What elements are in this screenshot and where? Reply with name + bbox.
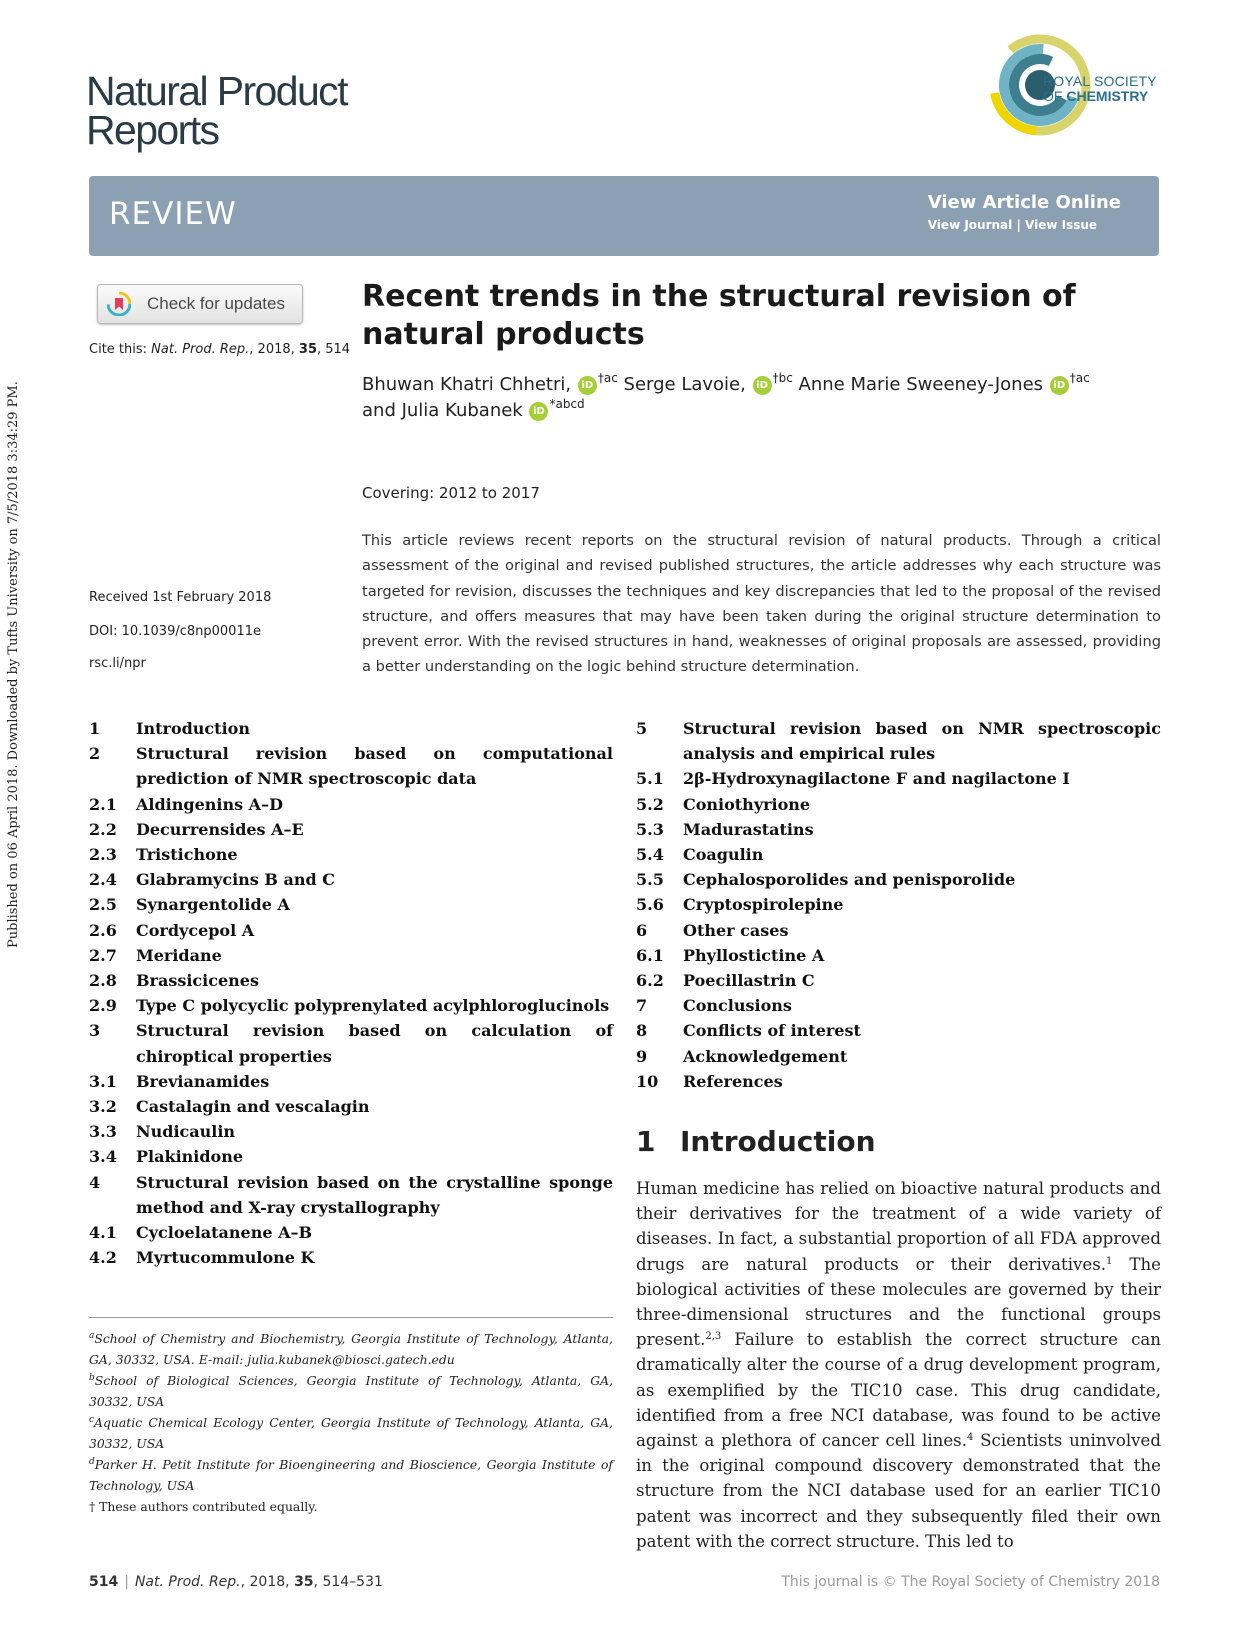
intro-text: Failure to establish the correct structure can dramatically alter the course of a drug development program, as exemplified by the TIC10 case. This drug candidate, identified from a free NCI database, was found to be active against a plethora of cancer cell lines. (636, 1330, 1161, 1451)
crossmark-icon (107, 292, 131, 316)
rsc-wordmark-line2 (1043, 89, 1157, 104)
toc-entry[interactable] (636, 766, 1161, 791)
rsc-wordmark-line1: ROYAL SOCIETY (1043, 73, 1157, 89)
download-watermark: Published on 06 April 2018. Downloaded by Tufts University on 7/5/2018 3:34:29 PM. (6, 381, 21, 949)
journal-issue-links (928, 218, 1121, 232)
toc-number: 3 (89, 1021, 101, 1041)
copyright-notice: This journal is © The Royal Society of Chemistry 2018 (781, 1574, 1160, 1590)
footnote-text: School of Biological Sciences, Georgia Institute of Technology, Atlanta, GA, 30332, USA (89, 1373, 613, 1409)
link-separator: | (1016, 218, 1021, 232)
toc-title: Coagulin (683, 845, 764, 865)
cite-volume: 35 (298, 342, 317, 357)
toc-number: 6.1 (636, 945, 664, 965)
toc-number: 4.1 (89, 1223, 117, 1243)
toc-title: Brassicicenes (136, 971, 259, 991)
toc-entry[interactable] (89, 1018, 613, 1068)
toc-title: Poecillastrin C (683, 971, 815, 991)
toc-title: Structural revision based on computational prediction of NMR spectroscopic data (136, 744, 613, 789)
footnote (89, 1454, 613, 1496)
toc-number: 2.1 (89, 794, 117, 814)
author-affiliation-marks: †ac (1069, 371, 1090, 385)
toc-title: Cycloelatanene A–B (136, 1223, 313, 1243)
toc-number: 5.4 (636, 845, 664, 865)
toc-number: 3.3 (89, 1122, 117, 1142)
toc-number: 2.3 (89, 845, 117, 865)
toc-entry[interactable] (636, 1069, 1161, 1094)
journal-title-line1: Natural Product (86, 68, 347, 114)
toc-entry[interactable] (89, 1245, 613, 1270)
toc-number: 8 (636, 1021, 648, 1041)
toc-title: Cryptospirolepine (683, 895, 844, 915)
check-for-updates-label: Check for updates (147, 294, 285, 313)
cite-journal: Nat. Prod. Rep. (151, 342, 250, 357)
footer-separator: | (124, 1574, 129, 1590)
toc-title: Type C polycyclic polyprenylated acylphloroglucinols (136, 996, 610, 1016)
page-number: 514 (89, 1574, 119, 1590)
toc-entry[interactable] (636, 792, 1161, 817)
toc-entry[interactable] (636, 892, 1161, 917)
short-url-link[interactable]: rsc.li/npr (89, 656, 146, 671)
toc-title: Decurrensides A–E (136, 819, 304, 839)
citation-line (89, 342, 350, 357)
toc-number: 3.2 (89, 1097, 117, 1117)
toc-entry[interactable] (636, 918, 1161, 943)
table-of-contents-left (89, 716, 613, 1270)
author-affiliation-marks: †bc (772, 371, 793, 385)
toc-entry[interactable] (89, 741, 613, 791)
toc-number: 3.4 (89, 1147, 117, 1167)
journal-title (86, 68, 347, 153)
toc-number: 6.2 (636, 971, 664, 991)
toc-entry[interactable] (89, 716, 613, 741)
reference-link[interactable]: 2,3 (705, 1331, 722, 1343)
toc-number: 2.6 (89, 920, 117, 940)
toc-entry[interactable] (89, 867, 613, 892)
toc-entry[interactable] (89, 792, 613, 817)
author-name[interactable]: and Julia Kubanek (362, 400, 523, 421)
cite-pages: , 514 (317, 342, 351, 357)
toc-title: Aldingenins A–D (136, 794, 283, 814)
toc-number: 2.4 (89, 870, 117, 890)
toc-title: Structural revision based on calculation of chiroptical properties (136, 1021, 613, 1066)
toc-title: Structural revision based on NMR spectroscopic analysis and empirical rules (683, 719, 1161, 764)
doi[interactable]: DOI: 10.1039/c8np00011e (89, 624, 261, 639)
received-date: Received 1st February 2018 (89, 590, 272, 605)
toc-number: 9 (636, 1046, 648, 1066)
orcid-icon[interactable]: iD (753, 376, 772, 395)
toc-title: References (683, 1071, 783, 1091)
footnote (89, 1412, 613, 1454)
reference-link[interactable]: 1 (1105, 1255, 1113, 1267)
author-name[interactable]: Anne Marie Sweeney-Jones (798, 374, 1044, 395)
footnote-mark: a (89, 1331, 95, 1341)
toc-entry[interactable] (89, 993, 613, 1018)
view-issue-link[interactable]: View Issue (1025, 218, 1098, 232)
toc-number: 5.1 (636, 769, 664, 789)
toc-title: Cephalosporolides and penisporolide (683, 870, 1016, 890)
view-links (928, 192, 1121, 232)
footer-citation (89, 1574, 383, 1590)
toc-entry[interactable] (89, 918, 613, 943)
toc-number: 2.8 (89, 971, 117, 991)
footnote (89, 1328, 613, 1370)
toc-entry[interactable] (636, 716, 1161, 766)
footnote (89, 1370, 613, 1412)
footnote-mark: c (89, 1415, 95, 1425)
toc-title: Brevianamides (136, 1071, 270, 1091)
footer-year: , 2018, (240, 1574, 295, 1590)
toc-title: Conclusions (683, 996, 792, 1016)
author-affiliation-marks: *abcd (549, 397, 585, 411)
toc-entry[interactable] (636, 968, 1161, 993)
toc-number: 5.6 (636, 895, 664, 915)
footnote-mark: d (89, 1457, 95, 1467)
rsc-wordmark (1043, 74, 1157, 104)
orcid-icon[interactable]: iD (1050, 376, 1069, 395)
intro-text: Scientists uninvolved in the original compound discovery demonstrated that the structure from the NCI database used for an earlier TIC10 patent was incorrect and they subsequently filed their own patent with the correct structure. This led to (636, 1431, 1161, 1551)
toc-number: 6 (636, 920, 648, 940)
toc-entry[interactable] (89, 1144, 613, 1169)
toc-title: Coniothyrione (683, 794, 811, 814)
toc-title: Nudicaulin (136, 1122, 236, 1142)
intro-text: The biological activities of these molecules are governed by their three-dimensional structures and the functional groups present. (636, 1254, 1161, 1350)
toc-number: 2 (89, 744, 101, 764)
toc-number: 2.9 (89, 996, 117, 1016)
toc-title: Cordycepol A (136, 920, 255, 940)
footer-journal: Nat. Prod. Rep. (134, 1574, 241, 1590)
toc-entry[interactable] (636, 817, 1161, 842)
toc-number: 7 (636, 996, 648, 1016)
equal-contribution-note: † These authors contributed equally. (89, 1499, 318, 1514)
toc-number: 4.2 (89, 1248, 117, 1268)
toc-number: 5.5 (636, 870, 664, 890)
orcid-icon[interactable]: iD (578, 376, 597, 395)
footnote-mark: b (89, 1373, 95, 1383)
author-name[interactable]: Serge Lavoie, (623, 374, 746, 395)
toc-entry[interactable] (89, 1069, 613, 1094)
toc-title: Madurastatins (683, 819, 814, 839)
section-heading-introduction (636, 1125, 876, 1158)
footnote-text: Parker H. Petit Institute for Bioengineering and Bioscience, Georgia Institute of Technology, USA (89, 1457, 613, 1493)
view-journal-link[interactable]: View Journal (927, 218, 1013, 232)
toc-title: Other cases (683, 920, 789, 940)
toc-title: Conflicts of interest (683, 1021, 861, 1041)
toc-entry[interactable] (636, 993, 1161, 1018)
author-name[interactable]: Bhuwan Khatri Chhetri, (362, 374, 572, 395)
toc-entry[interactable] (89, 817, 613, 842)
toc-title: Glabramycins B and C (136, 870, 335, 890)
toc-title: 2β-Hydroxynagilactone F and nagilactone I (683, 769, 1070, 789)
toc-title: Tristichone (136, 845, 238, 865)
affiliation-footnotes (89, 1328, 613, 1517)
toc-entry[interactable] (89, 1170, 613, 1220)
toc-entry[interactable] (89, 892, 613, 917)
rsc-logo[interactable] (990, 32, 1160, 142)
toc-number: 5.3 (636, 819, 664, 839)
toc-entry[interactable] (636, 1044, 1161, 1069)
view-article-online-link[interactable]: View Article Online (927, 192, 1121, 213)
introduction-body (636, 1176, 1161, 1554)
check-for-updates-button[interactable] (97, 284, 303, 324)
toc-entry[interactable] (636, 842, 1161, 867)
cite-year: , 2018, (249, 342, 299, 357)
footer-volume: 35 (294, 1574, 314, 1590)
toc-number: 2.5 (89, 895, 117, 915)
toc-entry[interactable] (89, 1220, 613, 1245)
toc-entry[interactable] (89, 968, 613, 993)
toc-title: Myrtucommulone K (136, 1248, 315, 1268)
reference-link[interactable]: 4 (966, 1432, 974, 1444)
toc-entry[interactable] (89, 842, 613, 867)
section-title: Introduction (680, 1125, 876, 1158)
footnote-text: School of Chemistry and Biochemistry, Georgia Institute of Technology, Atlanta, GA, 30332, USA. E-mail: julia.kubanek@biosci.gatech.edu (89, 1331, 613, 1367)
toc-title: Phyllostictine A (683, 945, 825, 965)
journal-title-line2: Reports (86, 107, 219, 153)
footer-pages: , 514–531 (313, 1574, 383, 1590)
orcid-icon[interactable]: iD (529, 402, 548, 421)
toc-title: Castalagin and vescalagin (136, 1097, 370, 1117)
toc-number: 2.7 (89, 945, 117, 965)
toc-entry[interactable] (636, 867, 1161, 892)
toc-number: 2.2 (89, 819, 117, 839)
cite-prefix: Cite this: (89, 342, 152, 357)
toc-entry[interactable] (89, 1094, 613, 1119)
article-type-banner (89, 176, 1159, 256)
intro-text: Human medicine has relied on bioactive natural products and their derivatives for the treatment of a wide variety of diseases. In fact, a substantial proportion of all FDA approved drugs are natural products or their derivatives. (636, 1179, 1161, 1274)
toc-number: 1 (89, 719, 101, 738)
author-list (362, 372, 1162, 424)
abstract: This article reviews recent reports on the structural revision of natural products. Through a critical assessment of the original and revised published structures, the article addresses why each structure was targeted for revision, discusses the techniques and key discrepancies that led to the proposal of the revised structure, and offers measures that may have been taken during the original structure determination to prevent error. With the revised structures in hand, weaknesses of original proposals are assessed, providing a better understanding on the logic behind structure determination. (362, 532, 1161, 676)
toc-number: 4 (89, 1172, 101, 1192)
rsc-wordmark-of: OF (1043, 88, 1067, 104)
toc-entry[interactable] (636, 1018, 1161, 1043)
toc-number: 10 (636, 1071, 659, 1091)
footnote-divider (89, 1317, 613, 1318)
section-number: 1 (636, 1125, 656, 1158)
toc-entry[interactable] (89, 1119, 613, 1144)
covering-period: Covering: 2012 to 2017 (362, 484, 540, 502)
table-of-contents-right (636, 716, 1161, 1094)
toc-title: Introduction (136, 719, 250, 738)
toc-number: 3.1 (89, 1071, 117, 1091)
toc-title: Acknowledgement (683, 1046, 848, 1066)
toc-number: 5 (636, 719, 648, 738)
footnote-text: Aquatic Chemical Ecology Center, Georgia Institute of Technology, Atlanta, GA, 30332, USA (89, 1415, 613, 1451)
toc-title: Plakinidone (136, 1147, 244, 1167)
toc-number: 5.2 (636, 794, 664, 814)
toc-title: Meridane (136, 945, 222, 965)
toc-title: Structural revision based on the crystalline sponge method and X-ray crystallography (136, 1172, 613, 1217)
author-affiliation-marks: †ac (597, 371, 618, 385)
rsc-wordmark-chemistry: CHEMISTRY (1066, 88, 1149, 104)
article-type-label: REVIEW (109, 196, 237, 232)
toc-title: Synargentolide A (136, 895, 290, 915)
toc-entry[interactable] (636, 943, 1161, 968)
toc-entry[interactable] (89, 943, 613, 968)
article-title: Recent trends in the structural revision of natural products (362, 279, 1076, 352)
